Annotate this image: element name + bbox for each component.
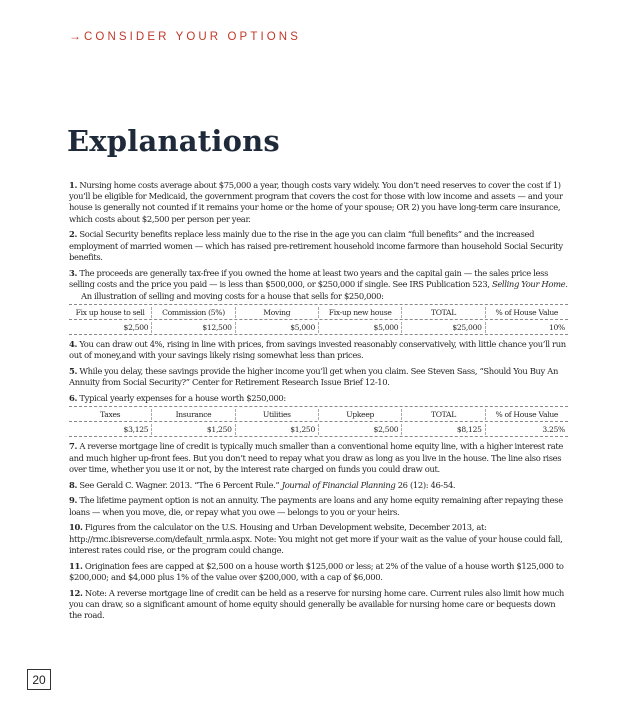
table-cell: $8,125: [401, 424, 484, 435]
note-9: [69, 495, 568, 517]
note-number: 8.: [69, 479, 78, 490]
table-header-row: [69, 305, 568, 320]
note-text: Figures from the calculator on the U.S. Housing and Urban Development website, December 2013, at: http://rmc.ibisreverse.com/default_nrmla.aspx. Note: You might not get more if your wait as the value of your house could fall, interest rates could rise, or the program could change.: [69, 522, 563, 555]
table-header-cell: TOTAL: [401, 307, 484, 318]
note-3: 3. The proceeds are generally tax-free if you owned the home at least two years and the capital gain — the sales price less selling costs and the price you paid — is less than $500,000, or $250,000 if single. See IRS Publication 523, Selling Your Home.: [69, 267, 568, 289]
table-cell: $2,500: [123, 322, 149, 332]
note-number: 3.: [69, 267, 78, 278]
note-text: See Gerald C. Wagner. 2013. “The 6 Percent Rule.”: [79, 479, 280, 490]
note-7: [69, 441, 568, 475]
note-number: 4.: [69, 339, 78, 350]
table-header-cell: Fix-up new house: [318, 307, 401, 318]
table-cell: $1,250: [151, 424, 234, 435]
note-number: 6.: [69, 393, 78, 404]
explanations-list: [69, 180, 568, 626]
section-header: [69, 29, 301, 43]
table-cell: $12,500: [151, 322, 234, 333]
table-header-cell: Commission (5%): [151, 307, 234, 318]
note-number: 5.: [69, 366, 78, 377]
note-text: The proceeds are generally tax-free if you owned the home at least two years and the capital gain — the sales price less selling costs and the price you paid — is less than $500,000, or $250,000 if single. See IRS Publication 523,: [69, 267, 549, 289]
table-row: [69, 320, 568, 334]
note-number: 11.: [69, 560, 83, 571]
note-8: 8. See Gerald C. Wagner. 2013. “The 6 Percent Rule.” Journal of Financial Planning 26 (12): 46-54.: [69, 479, 456, 490]
note-11: [69, 561, 568, 583]
table-header-cell: % of House Value: [485, 409, 568, 420]
note-text: The lifetime payment option is not an annuity. The payments are loans and any home equity remaining after repaying these loans — when you move, die, or repay what you owe — belongs to you or your heirs.: [69, 495, 563, 517]
note-number: 10.: [69, 522, 83, 533]
page-title: Explanations: [67, 124, 280, 158]
table-header-row: [69, 407, 568, 422]
note-4: [69, 339, 568, 361]
table-cell: 3.25%: [485, 424, 568, 435]
note-text: Social Security benefits replace less mainly due to the rise in the age you can claim “full benefits” and the increased employment of married women — which has raised pre-retirement household income farmore than household Social Security benefits.: [69, 229, 563, 262]
table-header-cell: Fix up house to sell: [75, 307, 145, 317]
note-text: Nursing home costs average about $75,000 a year, though costs vary widely. You don’t need reserves to cover the cost if 1) you’ll be eligible for Medicaid, the government program that covers the cost for those with low income and assets — and your house is generally not counted if it remains your home or the home of your spouse; OR 2) you have long-term care insurance, which costs about $2,500 per person per year.: [69, 180, 563, 224]
note-number: 2.: [69, 229, 78, 240]
table-header-cell: Taxes: [100, 409, 121, 419]
arrow-icon: →: [69, 29, 81, 43]
note-12: [69, 588, 568, 622]
yearly-expenses-table: [69, 406, 568, 437]
table-header-cell: Insurance: [151, 409, 234, 420]
table-cell: $2,500: [318, 424, 401, 435]
note-1: [69, 180, 568, 225]
selling-costs-table: [69, 304, 568, 335]
table-cell: $5,000: [235, 322, 318, 333]
table-cell: $3,125: [123, 424, 149, 434]
note-5: [69, 366, 568, 388]
note-number: 1.: [69, 180, 78, 190]
note-number: 9.: [69, 495, 78, 506]
section-label: CONSIDER YOUR OPTIONS: [84, 31, 301, 43]
table-header-cell: % of House Value: [485, 307, 568, 318]
note-10: [69, 522, 568, 556]
table-header-cell: Upkeep: [318, 409, 401, 420]
note-6: [69, 393, 568, 404]
note-text: Typical yearly expenses for a house worth $250,000:: [79, 393, 286, 404]
table-header-cell: Moving: [235, 307, 318, 318]
table-header-cell: Utilities: [235, 409, 318, 420]
table-cell: $25,000: [401, 322, 484, 333]
page-number: 20: [27, 669, 51, 690]
table-cell: 10%: [485, 322, 568, 333]
journal-title: Journal of Financial Planning: [281, 479, 396, 490]
note-text: Note: A reverse mortgage line of credit can be held as a reserve for nursing home care. Current rules also limit how much you can draw, so a significant amount of home equity should generally be available for nursing home care or bequests down the road.: [69, 587, 564, 621]
note-text: Origination fees are capped at $2,500 on a house worth $125,000 or less; at 2% of the value of a house worth $125,000 to $200,000; and $4,000 plus 1% of the value over $200,000, with a cap of $6,000.: [69, 560, 564, 582]
note-text: While you delay, these savings provide the higher income you’ll get when you claim. See Steven Sass, “Should You Buy An Annuity from Social Security?” Center for Retirement Research Issue Brief 12-10.: [69, 366, 558, 388]
table-header-cell: TOTAL: [401, 409, 484, 420]
table-cell: $1,250: [235, 424, 318, 435]
note-2: [69, 229, 568, 263]
note-number: 7.: [69, 441, 78, 452]
table-row: [69, 422, 568, 436]
note-text: A reverse mortgage line of credit is typically much smaller than a conventional home equity line, with a higher interest rate and much higher up-front fees. But you don’t need to repay what you draw as long as you live in the house. The line also rises over time, whether you use it or not, by the interest rate charged on funds you could draw out.: [69, 441, 564, 474]
table-caption: An illustration of selling and moving costs for a house that sells for $250,000:: [81, 291, 384, 302]
publication-title: Selling Your Home: [491, 278, 566, 289]
table-cell: $5,000: [318, 322, 401, 333]
note-number: 12.: [69, 587, 83, 598]
note-text: You can draw out 4%, rising in line with prices, from savings invested reasonably conservatively, with little chance you’ll run out of money,and with your savings likely rising somewhat less than prices.: [69, 339, 566, 361]
